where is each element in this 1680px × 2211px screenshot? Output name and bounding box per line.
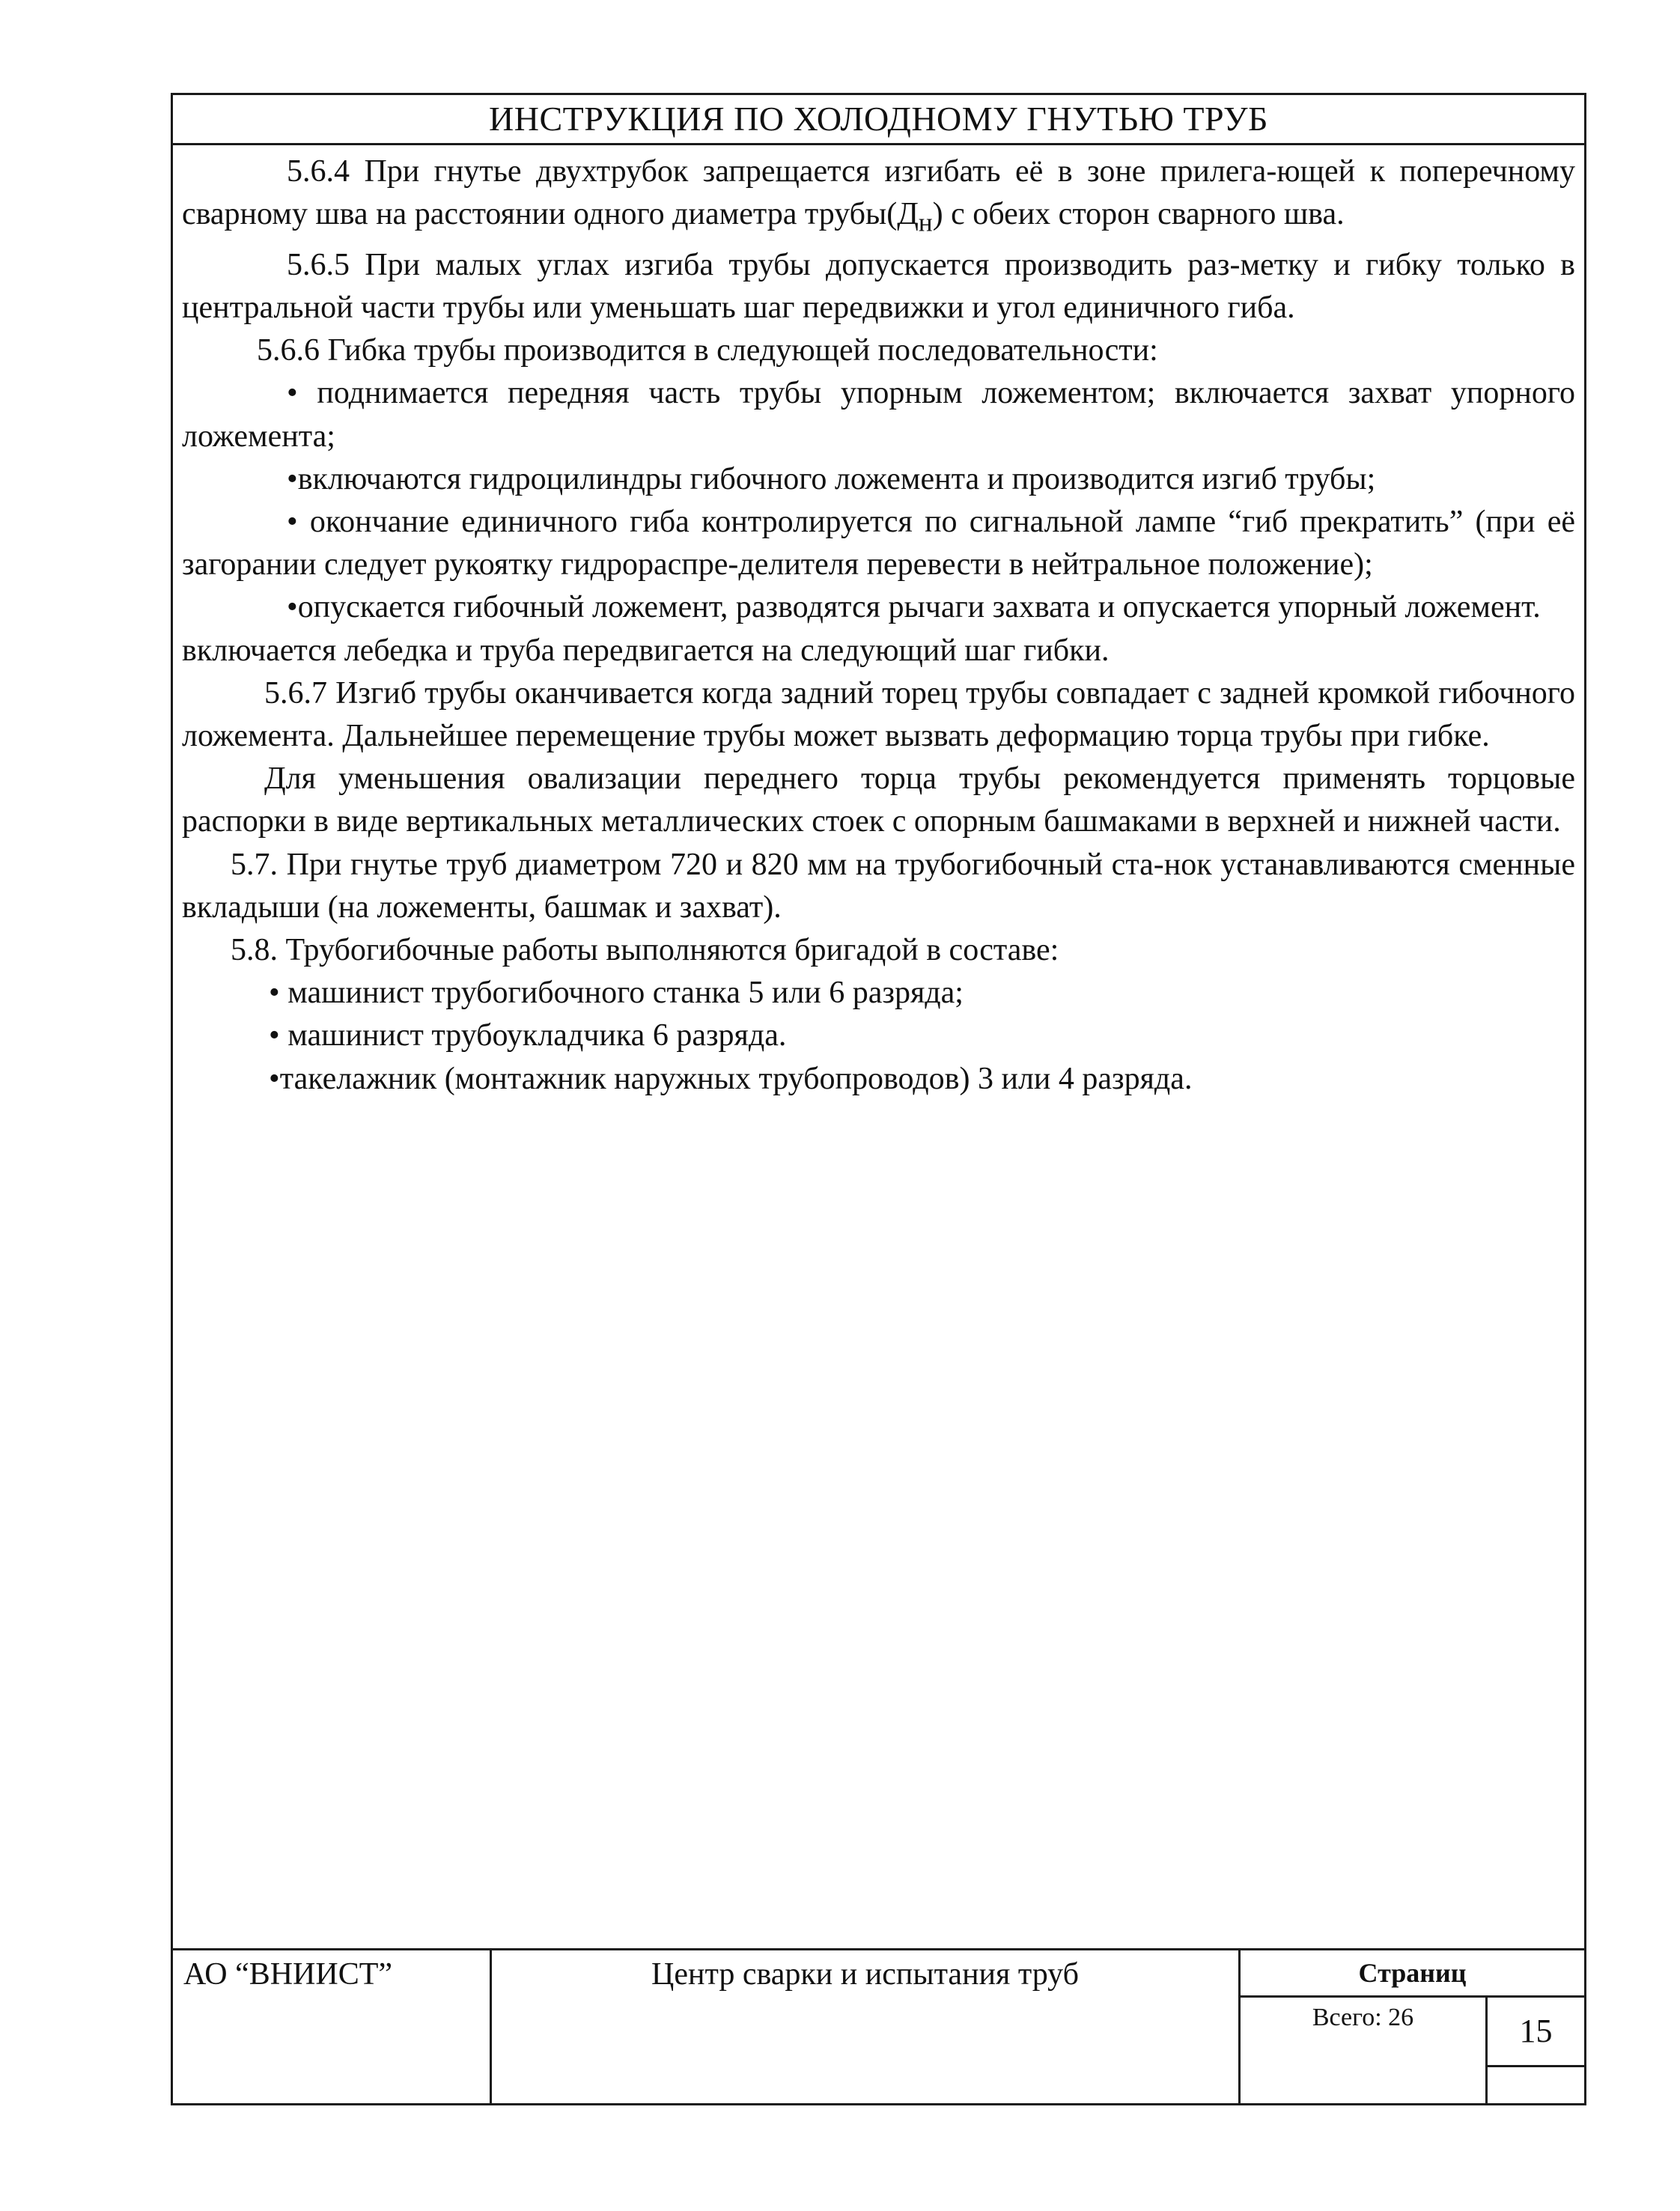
list-item: • машинист трубогибочного станка 5 или 6 разряда; (269, 976, 964, 1011)
document-title: ИНСТРУКЦИЯ ПО ХОЛОДНОМУ ГНУТЬЮ ТРУБ (173, 95, 1584, 145)
pages-block (1241, 1950, 1584, 2103)
list-item: •такелажник (монтажник наружных трубопроводов) 3 или 4 разряда. (269, 1061, 1193, 1096)
document-frame (171, 93, 1586, 2105)
list-item: • поднимается передняя часть трубы упорным ложементом; включается захват упорного ложемента; (182, 376, 1575, 454)
list-item: • окончание единичного гиба контролируется по сигнальной лампе “гиб прекратить” (при её загорании следует рукоятку гидрораспре-делителя перевести в нейтральное положение); (182, 505, 1575, 583)
organization-name: АО “ВНИИСТ” (173, 1950, 492, 2103)
paragraph-ovalization: Для уменьшения овализации переднего торца трубы рекомендуется применять торцовые распорки в виде вертикальных металлических стоек с опорным башмаками в верхней и нижней части. (182, 761, 1575, 839)
paragraph-5-6-7: 5.6.7 Изгиб трубы оканчивается когда задний торец трубы совпадает с задней кромкой гибочного ложемента. Дальнейшее перемещение трубы может вызвать деформацию торца трубы при гибке. (182, 675, 1575, 754)
list-item: • машинист трубоукладчика 6 разряда. (269, 1018, 787, 1053)
paragraph-5-6-5: 5.6.5 При малых углах изгиба трубы допускается производить раз-метку и гибку только в центральной части трубы или уменьшать шаг передвижки и угол единичного гиба. (182, 247, 1575, 325)
list-item: •включаются гидроцилиндры гибочного ложемента и производится изгиб трубы; (287, 461, 1376, 496)
document-body (182, 150, 1575, 1101)
paragraph-5-8: 5.8. Трубогибочные работы выполняются бригадой в составе: (231, 933, 1059, 968)
list-item: •опускается гибочный ложемент, разводятся рычаги захвата и опускается упорный ложемент. (287, 590, 1541, 625)
paragraph-5-6-4: 5.6.4 При гнутье двухтрубок запрещается изгибать её в зоне прилега-ющей к поперечному сварному шва на расстоянии одного диаметра $трубы(Д_н)$ с обеих сторон сварного шва. (182, 154, 1575, 237)
list-item: включается лебедка и труба передвигается на следующий шаг гибки. (182, 633, 1110, 668)
paragraph-5-6-6: 5.6.6 Гибка трубы производится в следующей последовательности: (257, 333, 1158, 368)
paragraph-5-7: 5.7. При гнутье труб диаметром 720 и 820 мм на трубогибочный ста-нок устанавливаются сменные вкладыши (на ложементы, башмак и захват). (182, 847, 1575, 925)
department-name: Центр сварки и испытания труб (492, 1950, 1241, 2103)
pages-label: Страниц (1241, 1950, 1584, 1998)
title-block (173, 1948, 1584, 2103)
page-number: 15 (1488, 1998, 1584, 2067)
total-pages: Всего: 26 (1241, 1998, 1488, 2103)
